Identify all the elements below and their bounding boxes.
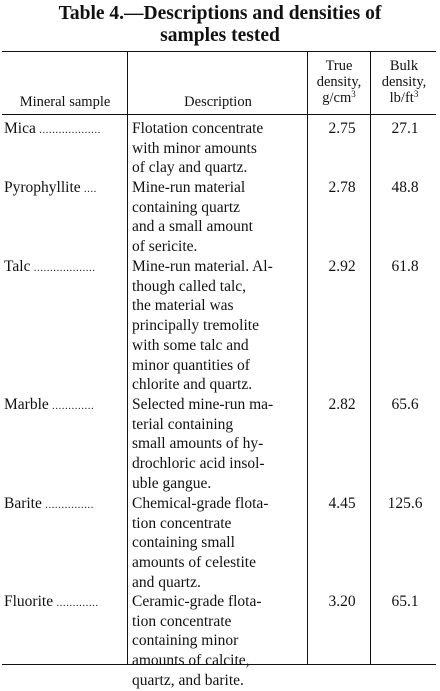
- description-line: containing minor: [132, 632, 239, 650]
- description-line: containing quartz: [132, 198, 241, 216]
- column-divider-1: [127, 52, 128, 664]
- header-bulk-density: [372, 58, 436, 106]
- description-cell: [132, 257, 310, 395]
- dot-leader: ...............: [41, 499, 94, 511]
- mineral-sample-cell: [4, 494, 124, 515]
- true-density-cell: 2.92: [328, 258, 356, 275]
- header-true-density-unit-base: g/cm: [322, 90, 352, 106]
- description-line: tion concentrate: [132, 612, 232, 630]
- bulk-density-cell: 65.6: [391, 396, 419, 413]
- description-cell: [132, 178, 310, 257]
- table-title: [0, 3, 440, 47]
- header-mineral-label: Mineral sample: [19, 94, 111, 110]
- true-density-cell: 4.45: [328, 495, 356, 512]
- description-line: drochloric acid insol-: [132, 455, 265, 473]
- bulk-density-cell: 27.1: [391, 120, 419, 137]
- header-mineral-sample: [4, 94, 126, 110]
- bulk-density-cell: 65.1: [391, 593, 419, 610]
- table-title-line-1: Table 4.—Descriptions and densities of: [58, 3, 382, 24]
- dot-leader: .............: [48, 400, 95, 412]
- description-line: Mine-run material: [132, 179, 246, 196]
- description-line: of sericite.: [132, 238, 198, 256]
- mineral-sample-cell: [4, 592, 124, 613]
- description-line: Mine-run material. Al-: [132, 258, 273, 275]
- true-density-cell: 2.82: [328, 396, 356, 413]
- dot-leader: .............: [53, 597, 99, 609]
- description-line: of clay and quartz.: [132, 159, 248, 177]
- header-true-density: [309, 58, 369, 106]
- header-true-density-line1: True: [325, 58, 353, 74]
- description-cell: [132, 119, 310, 178]
- header-bulk-density-line1: Bulk: [389, 58, 419, 74]
- description-line: amounts of celestite: [132, 554, 256, 572]
- description-line: and a small amount: [132, 218, 253, 236]
- bulk-density-cell: 125.6: [387, 495, 423, 512]
- mineral-sample-cell: [4, 395, 124, 416]
- mineral-name: Pyrophyllite: [4, 179, 81, 196]
- column-divider-3: [370, 52, 371, 664]
- true-density-cell: 2.78: [328, 179, 356, 196]
- description-line: with some talc and: [132, 336, 249, 354]
- header-true-density-unit: [309, 90, 369, 106]
- mineral-name: Mica: [4, 120, 36, 137]
- description-line: small amounts of hy-: [132, 435, 264, 453]
- description-line: Chemical-grade flota-: [132, 495, 269, 512]
- header-true-density-unit-exp: 3: [351, 89, 356, 99]
- bulk-density-cell: 61.8: [391, 258, 419, 275]
- true-density-cell: 2.75: [328, 120, 356, 137]
- bulk-density-cell: 48.8: [391, 179, 419, 196]
- description-line: Ceramic-grade flota-: [132, 593, 262, 610]
- description-line: terial containing: [132, 415, 234, 433]
- header-bulk-density-unit-exp: 3: [413, 89, 419, 99]
- table-title-line-2: samples tested: [160, 25, 280, 46]
- mineral-sample-cell: [4, 119, 124, 140]
- mineral-name: Fluorite: [4, 593, 54, 610]
- description-line: with minor amounts: [132, 139, 257, 157]
- mineral-name: Marble: [4, 396, 49, 413]
- description-line: tion concentrate: [132, 514, 232, 532]
- description-line: Flotation concentrate: [132, 120, 264, 137]
- header-bulk-density-line2: density,: [381, 74, 427, 90]
- mineral-sample-cell: [4, 178, 124, 199]
- dot-leader: ...................: [35, 124, 101, 136]
- description-line: though called talc,: [132, 277, 247, 295]
- description-cell: [132, 592, 310, 691]
- description-line: amounts of calcite,: [132, 652, 250, 670]
- true-density-cell: 3.20: [328, 593, 356, 610]
- dot-leader: ....: [80, 183, 97, 195]
- description-cell: [132, 494, 310, 593]
- mineral-name: Barite: [4, 495, 42, 512]
- header-bulk-density-unit: [372, 90, 436, 106]
- header-description-label: Description: [184, 94, 252, 110]
- description-line: the material was: [132, 297, 234, 315]
- mineral-name: Talc: [4, 258, 31, 275]
- header-bulk-density-unit-base: lb/ft: [389, 90, 414, 106]
- description-line: chlorite and quartz.: [132, 376, 253, 394]
- description-line: principally tremolite: [132, 317, 259, 335]
- description-line: and quartz.: [132, 573, 201, 591]
- description-cell: [132, 395, 310, 494]
- header-true-density-line2: density,: [316, 74, 362, 90]
- header-description: [130, 94, 306, 110]
- description-line: containing small: [132, 534, 235, 552]
- mineral-sample-cell: [4, 257, 124, 278]
- description-line: minor quantities of: [132, 356, 250, 374]
- description-line: quartz, and barite.: [132, 671, 244, 689]
- description-line: Selected mine-run ma-: [132, 396, 274, 413]
- dot-leader: ...................: [30, 262, 96, 274]
- description-line: uble gangue.: [132, 474, 212, 492]
